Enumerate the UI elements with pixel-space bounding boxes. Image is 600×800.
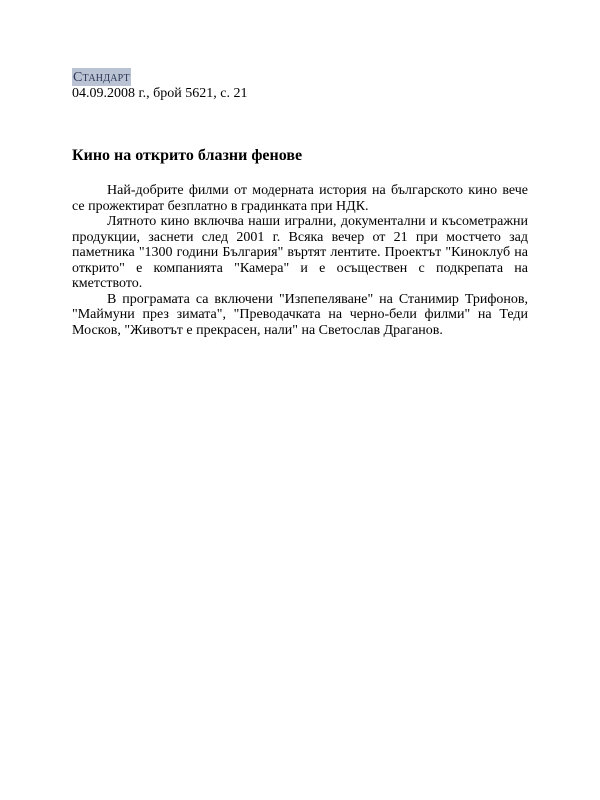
article-paragraph: В програмата са включени "Изпепеляване" на Станимир Трифонов, "Маймуни през зимата", "Преводачката на черно-бели филми" на Теди Москов, "Животът е прекрасен, нали" на Светослав Драганов. [72,291,528,338]
newspaper-logo-text: Стандарт [73,70,130,85]
article-title: Кино на открито блазни фенове [72,147,303,164]
issue-dateline: 04.09.2008 г., брой 5621, с. 21 [72,86,248,101]
newspaper-logo [72,68,131,86]
article-paragraph: Лятното кино включва наши игрални, документални и късометражни продукции, заснети след 2001 г. Всяка вечер от 21 при мостчето зад паметника "1300 години България" въртят лентите. Проектът "Киноклуб на открито" е компанията "Камера" и е осъществен с подкрепата на кметството. [72,214,528,291]
article-paragraph: Най-добрите филми от модерната история на българското кино вече се прожектират безплатно в градинката при НДК. [72,183,528,214]
article-body [72,183,528,338]
